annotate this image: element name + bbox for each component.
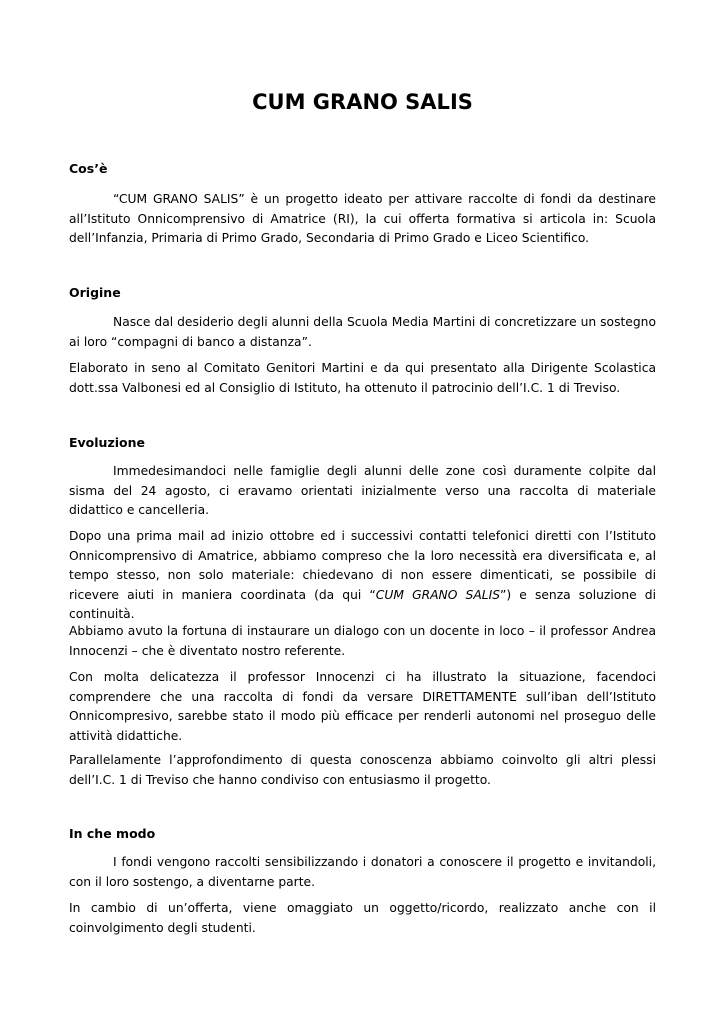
- paragraph-modo-2: In cambio di un’offerta, viene omaggiato un oggetto/ricordo, realizzato anche con il coinvolgimento degli studenti.: [69, 901, 656, 935]
- paragraph-evoluzione-2-end: ”) e senza soluzione di continuità.: [69, 587, 656, 621]
- section-heading-origine: Origine: [69, 285, 121, 300]
- paragraph-evoluzione-2: [69, 527, 656, 625]
- paragraph-evoluzione-3: Abbiamo avuto la fortuna di instaurare un dialogo con un docente in loco – il professor Andrea Innocenzi – che è diventato nostro referente.: [69, 624, 656, 658]
- paragraph-cose-1: “CUM GRANO SALIS” è un progetto ideato per attivare raccolte di fondi da destinare all’Istituto Onnicomprensivo di Amatrice (RI), la cui offerta formativa si articola in: Scuola dell’Infanzia, Primaria di Primo Grado, Secondaria di Primo Grado e Liceo Scientifico.: [69, 192, 656, 245]
- section-heading-evoluzione: Evoluzione: [69, 435, 145, 450]
- document-title: CUM GRANO SALIS: [252, 90, 473, 114]
- section-heading-cose: Cos’è: [69, 161, 108, 176]
- paragraph-modo-1: I fondi vengono raccolti sensibilizzando i donatori a conoscere il progetto e invitandoli, con il loro sostengo, a diventarne parte.: [69, 855, 656, 889]
- section-heading-in-che-modo: In che modo: [69, 826, 156, 841]
- paragraph-evoluzione-2-start: Dopo una prima mail ad inizio ottobre ed i successivi contatti telefonici diretti con l’Istituto Onnicomprensivo di Amatrice, abbiamo compreso che la loro necessità era diversificata e, al tempo stesso, non solo materiale: chiedevano di non essere dimenticati, se possibile di ricevere aiuti in maniera coordinata (da qui “: [69, 529, 656, 602]
- project-name-italic: CUM GRANO SALIS: [375, 587, 501, 602]
- paragraph-evoluzione-1: Immedesimandoci nelle famiglie degli alunni delle zone così duramente colpite dal sisma del 24 agosto, ci eravamo orientati inizialmente verso una raccolta di materiale didattico e cancelleria.: [69, 464, 656, 517]
- paragraph-origine-1: Nasce dal desiderio degli alunni della Scuola Media Martini di concretizzare un sostegno ai loro “compagni di banco a distanza”.: [69, 315, 656, 349]
- paragraph-evoluzione-5: Parallelamente l’approfondimento di questa conoscenza abbiamo coinvolto gli altri plessi dell’I.C. 1 di Treviso che hanno condiviso con entusiasmo il progetto.: [69, 753, 656, 787]
- paragraph-origine-2: Elaborato in seno al Comitato Genitori Martini e da qui presentato alla Dirigente Scolastica dott.ssa Valbonesi ed al Consiglio di Istituto, ha ottenuto il patrocinio dell’I.C. 1 di Treviso.: [69, 361, 656, 395]
- paragraph-evoluzione-4: Con molta delicatezza il professor Innocenzi ci ha illustrato la situazione, facendoci comprendere che una raccolta di fondi da versare DIRETTAMENTE sull’iban dell’Istituto Onnicompresivo, sarebbe stato il modo più efficace per renderli autonomi nel proseguo delle attività didattiche.: [69, 670, 656, 743]
